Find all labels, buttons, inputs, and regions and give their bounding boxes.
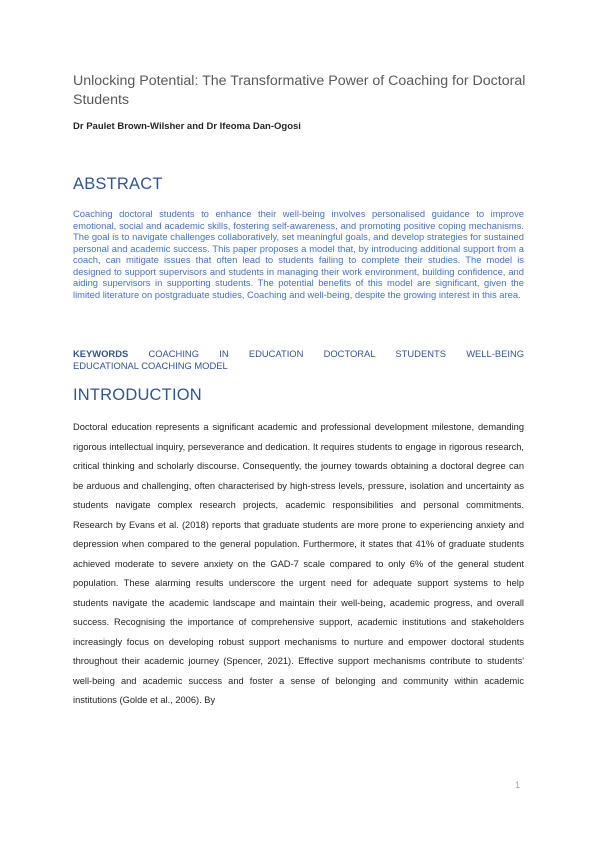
page-number: 1: [515, 780, 521, 790]
abstract-text: Coaching doctoral students to enhance their well-being involves personalised guidance to improve emotional, social and academic skills, fostering self-awareness, and promoting positive coping mechanisms. The goal is to navigate challenges collaboratively, set meaningful goals, and develop strategies for sustained personal and academic success. This paper proposes a model that, by introducing additional support from a coach, can mitigate issues that often lead to students failing to complete their studies. The model is designed to support supervisors and students in managing their work environment, building confidence, and aiding supervisors in supporting students. The potential benefits of this model are significant, given the limited literature on postgraduate studies, Coaching and well-being, despite the growing interest in this area.: [73, 208, 524, 300]
keyword-item: WELL-BEING: [466, 348, 525, 359]
keyword-item: EDUCATIONAL COACHING MODEL: [73, 360, 228, 371]
paper-authors: Dr Paulet Brown-Wilsher and Dr Ifeoma Dan-Ogosi: [73, 121, 301, 132]
introduction-text: Doctoral education represents a significant academic and professional development milestone, demanding rigorous intellectual inquiry, perseverance and dedication. It requires students to engage in rigorous research, critical thinking and scholarly discourse. Consequently, the journey towards obtaining a doctoral degree can be arduous and challenging, often characterised by high-stress levels, pressure, isolation and uncertainty as students navigate complex research projects, academic responsibilities and personal commitments. Research by Evans et al. (2018) reports that graduate students are more prone to experiencing anxiety and depression when compared to the general population. Furthermore, it states that 41% of graduate students achieved moderate to severe anxiety on the GAD-7 scale compared to only 6% of the general student population. These alarming results underscore the urgent need for adequate support systems to help students navigate the academic landscape and maintain their well-being, academic progress, and overall success. Recognising the importance of comprehensive support, academic institutions and stakeholders increasingly focus on developing robust support mechanisms to nurture and empower doctoral students throughout their academic journey (Spencer, 2021). Effective support mechanisms contribute to students' well-being and academic success and foster a sense of belonging and community within academic institutions (Golde et al., 2006). By: [73, 422, 524, 705]
keyword-item: COACHING IN EDUCATION: [148, 348, 304, 359]
keywords-label: KEYWORDS: [73, 348, 129, 359]
abstract-heading: ABSTRACT: [73, 175, 163, 193]
introduction-heading: INTRODUCTION: [73, 386, 202, 404]
paper-title: Unlocking Potential: The Transformative Power of Coaching for Doctoral Students: [73, 73, 526, 108]
keyword-item: DOCTORAL STUDENTS: [323, 348, 446, 359]
keywords-block: [73, 348, 525, 371]
